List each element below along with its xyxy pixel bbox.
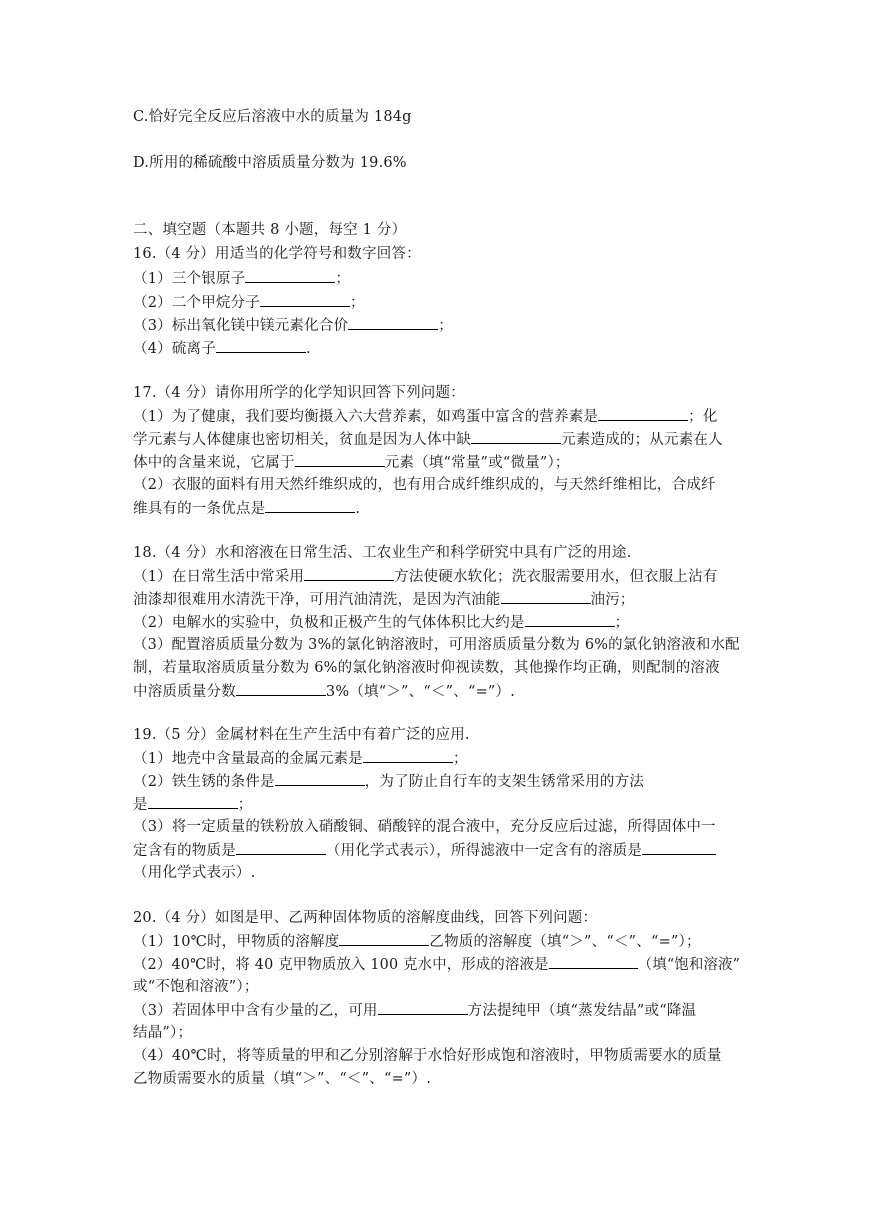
q18-line2: 油漆却很难用水清洗干净，可用汽油清洗，是因为汽油能 油污； [133,589,635,610]
answer-blank[interactable] [275,771,365,786]
q20-stem: 20.（4 分）如图是甲、乙两种固体物质的溶解度曲线，回答下列问题： [133,910,598,926]
q20-line3: 或“不饱和溶液”）； [133,979,259,995]
q17-line3: 体中的含量来说，它属于 元素（填“常量”或“微量”）； [133,452,570,473]
q20-line6: （4）40℃时，将等质量的甲和乙分别溶解于水恰好形成饱和溶液时，甲物质需要水的质量 [133,1048,722,1064]
answer-blank[interactable] [598,406,688,421]
answer-blank[interactable] [525,612,615,627]
answer-blank[interactable] [378,1000,468,1015]
q17-line2: 学元素与人体健康也密切相关，贫血是因为人体中缺 元素造成的；从元素在人 [133,429,723,450]
answer-blank[interactable] [501,589,591,604]
q20-line2: （2）40℃时，将 40 克甲物质放入 100 克水中，形成的溶液是 （填“饱和溶液” [133,954,740,975]
answer-blank[interactable] [216,338,306,353]
q16-part4: （4）硫离子 . [133,338,311,359]
answer-blank[interactable] [295,452,385,467]
q16-stem: 16.（4 分）用适当的化学符号和数字回答： [133,246,421,262]
q16-part2: （2）二个甲烷分子 ； [133,292,365,313]
q20-line1: （1）10℃时，甲物质的溶解度 乙物质的溶解度（填“＞”、“＜”、“=”）； [133,931,701,952]
answer-blank[interactable] [245,268,335,283]
answer-blank[interactable] [265,498,355,513]
q19-line4: （3）将一定质量的铁粉放入硝酸铜、硝酸锌的混合液中，充分反应后过滤，所得固体中一 [133,819,716,835]
answer-blank[interactable] [471,429,561,444]
answer-blank[interactable] [363,748,453,763]
answer-blank[interactable] [236,840,326,855]
q19-line6: （用化学式表示）. [133,865,256,881]
section-title: 二、填空题（本题共 8 小题，每空 1 分） [133,222,407,238]
q17-stem: 17.（4 分）请你用所学的化学知识回答下列问题： [133,385,465,401]
answer-blank[interactable] [304,566,394,581]
answer-blank[interactable] [348,315,438,330]
q17-line5: 维具有的一条优点是 . [133,498,360,519]
q17-line1: （1）为了健康，我们要均衡摄入六大营养素，如鸡蛋中富含的营养素是 ；化 [133,406,718,427]
q18-stem: 18.（4 分）水和溶液在日常生活、工农业生产和科学研究中具有广泛的用途. [133,545,632,561]
q18-line4: （3）配置溶质质量分数为 3%的氯化钠溶液时，可用溶质质量分数为 6%的氯化钠溶液和水配 [133,637,740,653]
answer-blank[interactable] [236,681,326,696]
answer-blank[interactable] [339,931,429,946]
q20-line5: 结晶”）； [133,1025,193,1041]
q19-line5: 定含有的物质是 （用化学式表示），所得滤液中一定含有的溶质是 [133,840,716,861]
q19-line1: （1）地壳中含量最高的金属元素是 ； [133,748,468,769]
q16-part3: （3）标出氧化镁中镁元素化合价 ； [133,315,453,336]
q18-line1: （1）在日常生活中常采用 方法使硬水软化；洗衣服需要用水，但衣服上沾有 [133,566,718,587]
option-d: D.所用的稀硫酸中溶质质量分数为 19.6% [133,155,407,171]
answer-blank[interactable] [549,954,638,969]
q19-line3: 是 ； [133,794,252,815]
answer-blank[interactable] [148,794,238,809]
q18-line6: 中溶质质量分数 3%（填“＞”、“＜”、“=”）. [133,681,515,702]
answer-blank[interactable] [260,292,350,307]
answer-blank[interactable] [642,840,716,855]
q19-line2: （2）铁生锈的条件是 ，为了防止自行车的支架生锈常采用的方法 [133,771,644,792]
q16-part1: （1）三个银原子 ； [133,268,350,289]
q18-line3: （2）电解水的实验中，负极和正极产生的气体体积比大约是 ； [133,612,629,633]
q20-line7: 乙物质需要水的质量（填“＞”、“＜”、“=”）. [133,1071,432,1087]
q20-line4: （3）若固体甲中含有少量的乙，可用 方法提纯甲（填“蒸发结晶”或“降温 [133,1000,696,1021]
q17-line4: （2）衣服的面料有用天然纤维织成的，也有用合成纤维织成的，与天然纤维相比，合成纤 [133,477,716,493]
q19-stem: 19.（5 分）金属材料在生产生活中有着广泛的应用. [133,727,470,743]
q18-line5: 制，若量取溶质质量分数为 6%的氯化钠溶液时仰视读数，其他操作均正确，则配制的溶液 [133,660,720,676]
option-c: C.恰好完全反应后溶液中水的质量为 184g [133,109,412,125]
